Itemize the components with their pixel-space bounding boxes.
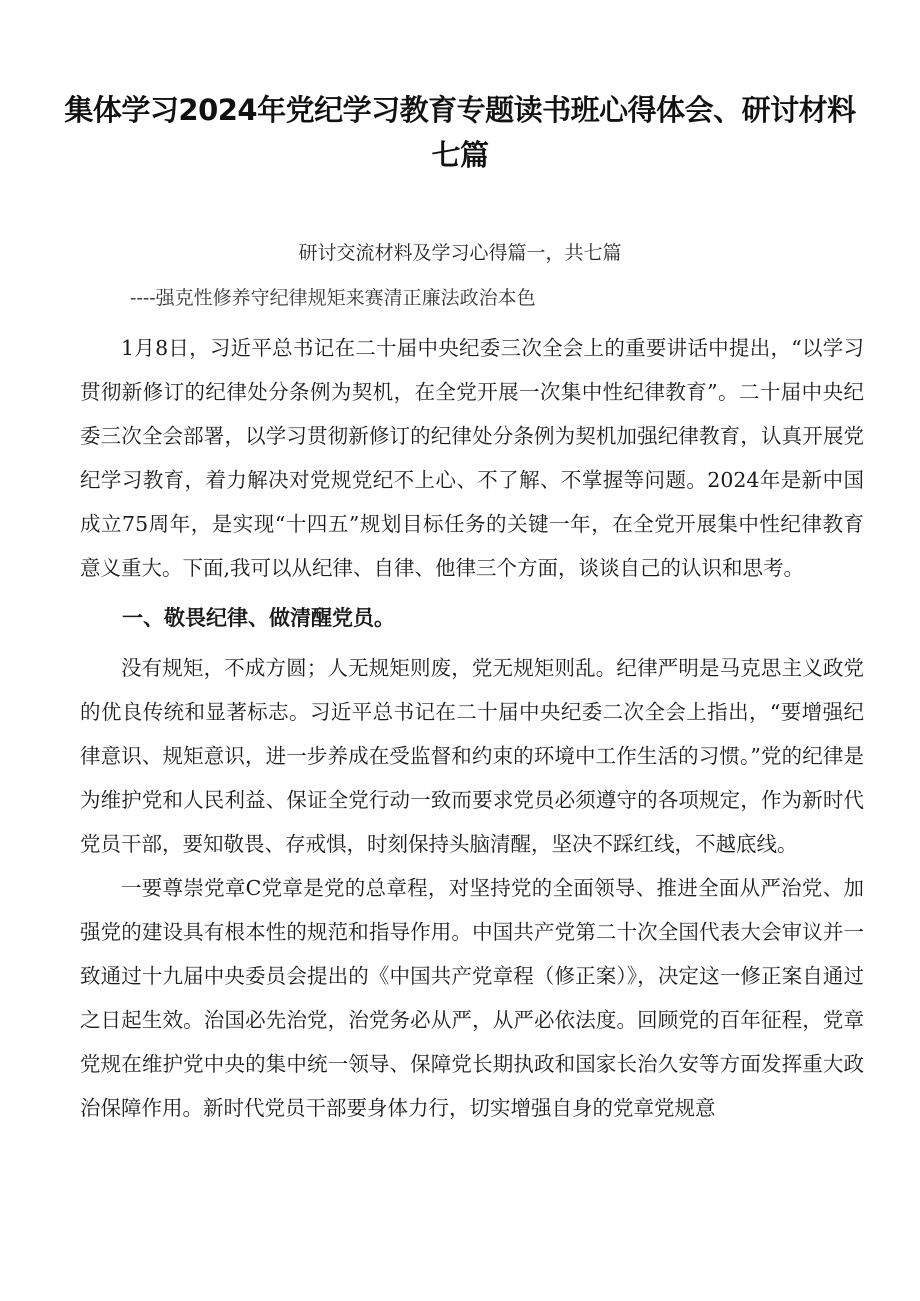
document-subtitle: 研讨交流材料及学习心得篇一，共七篇 <box>298 242 622 264</box>
document-title: 集体学习2024年党纪学习教育专题读书班心得体会、研讨材料七篇 <box>64 93 856 172</box>
body-paragraph: 一要尊崇党章C党章是党的总章程，对坚持党的全面领导、推进全面从严治党、加强党的建设具有根本性的规范和指导作用。中国共产党第二十次全国代表大会审议并一致通过十九届中央委员会提出的《中国共产党章程（修正案）》，决定这一修正案自通过之日起生效。治国必先治党，治党务必从严，从严必依法度。回顾党的百年征程，党章党规在维护党中央的集中统一领导、保障党长期执政和国家长治久安等方面发挥重大政治保障作用。新时代党员干部要身体力行，切实增强自身的党章党规意 <box>80 876 864 1120</box>
document-body <box>80 326 864 1130</box>
body-paragraph: 没有规矩，不成方圆；人无规矩则废，党无规矩则乱。纪律严明是马克思主义政党的优良传统和显著标志。习近平总书记在二十届中央纪委二次全会上指出，“要增强纪律意识、规矩意识，进一步养成在受监督和约束的环境中工作生活的习惯。”党的纪律是为维护党和人民利益、保证全党行动一致而要求党员必须遵守的各项规定，作为新时代党员干部，要知敬畏、存戒惧，时刻保持头脑清醒，坚决不踩红线，不越底线。 <box>80 656 864 856</box>
document-subheading: ----强克性修养守纪律规矩来赛清正廉法政治本色 <box>130 287 536 309</box>
body-paragraph: 1月8日，习近平总书记在二十届中央纪委三次全会上的重要讲话中提出，“以学习贯彻新修订的纪律处分条例为契机，在全党开展一次集中性纪律教育”。二十届中央纪委三次全会部署，以学习贯彻新修订的纪律处分条例为契机加强纪律教育，认真开展党纪学习教育，着力解决对党规党纪不上心、不了解、不掌握等问题。2024年是新中国成立75周年，是实现“十四五”规划目标任务的关键一年，在全党开展集中性纪律教育意义重大。下面,我可以从纪律、自律、他律三个方面，谈谈自己的认识和思考。 <box>80 336 864 580</box>
section-heading: 一、敬畏纪律、做清醒党员。 <box>122 606 395 630</box>
